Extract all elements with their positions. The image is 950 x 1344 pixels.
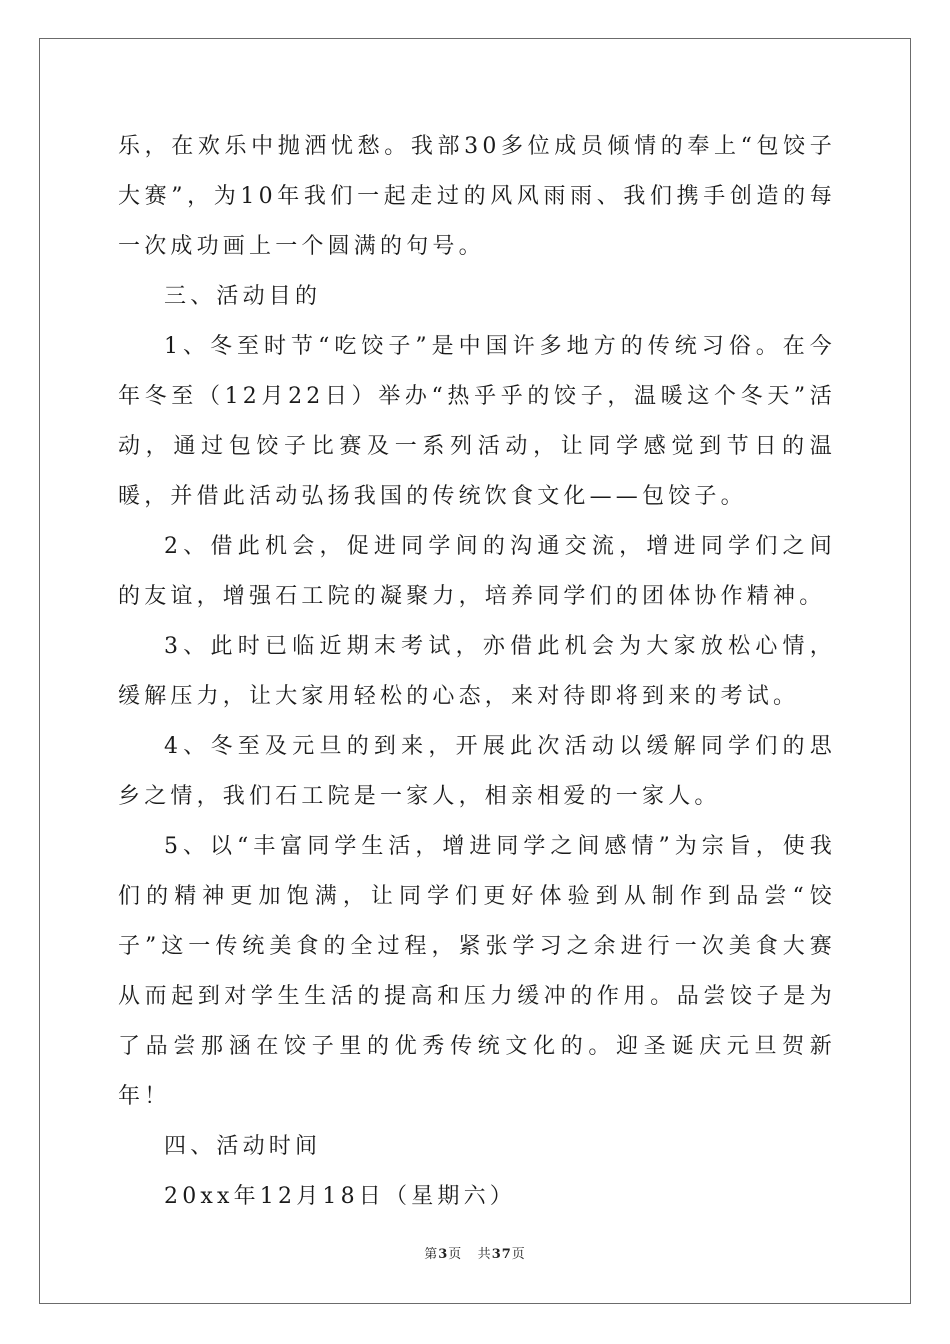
paragraph-purpose-3: 3、此时已临近期末考试，亦借此机会为大家放松心情，缓解压力，让大家用轻松的心态，来对待即将到来的考试。	[118, 634, 836, 709]
footer-page-prefix: 第	[424, 1247, 439, 1262]
paragraph-continuation: 乐，在欢乐中抛洒忧愁。我部30多位成员倾情的奉上“包饺子大赛”，为10年我们一起走过的风风雨雨、我们携手创造的每一次成功画上一个圆满的句号。	[118, 134, 836, 259]
paragraph-purpose-2: 2、借此机会，促进同学间的沟通交流，增进同学们之间的友谊，增强石工院的凝聚力，培养同学们的团体协作精神。	[118, 534, 836, 609]
footer-total-suffix: 页	[511, 1247, 526, 1262]
paragraph-purpose-4: 4、冬至及元旦的到来，开展此次活动以缓解同学们的思乡之情，我们石工院是一家人，相亲相爱的一家人。	[118, 734, 836, 809]
document-body	[118, 122, 836, 1222]
section-heading-purpose: 三、活动目的	[164, 284, 322, 309]
paragraph-event-date: 20xx年12月18日（星期六）	[164, 1184, 516, 1209]
paragraph-purpose-1: 1、冬至时节“吃饺子”是中国许多地方的传统习俗。在今年冬至（12月22日）举办“热乎乎的饺子，温暖这个冬天”活动，通过包饺子比赛及一系列活动，让同学感觉到节日的温暖，并借此活动弘扬我国的传统饮食文化——包饺子。	[118, 334, 836, 509]
footer-total-prefix: 共	[477, 1247, 492, 1262]
page-footer	[0, 1245, 950, 1265]
section-heading-time: 四、活动时间	[164, 1134, 322, 1159]
footer-total-pages: 37	[491, 1247, 512, 1262]
paragraph-purpose-5: 5、以“丰富同学生活，增进同学之间感情”为宗旨，使我们的精神更加饱满，让同学们更好体验到从制作到品尝“饺子”这一传统美食的全过程，紧张学习之余进行一次美食大赛从而起到对学生生活的提高和压力缓冲的作用。品尝饺子是为了品尝那涵在饺子里的优秀传统文化的。迎圣诞庆元旦贺新年！	[118, 834, 836, 1109]
footer-page-suffix: 页	[448, 1247, 463, 1262]
footer-page-number: 3	[438, 1247, 449, 1262]
